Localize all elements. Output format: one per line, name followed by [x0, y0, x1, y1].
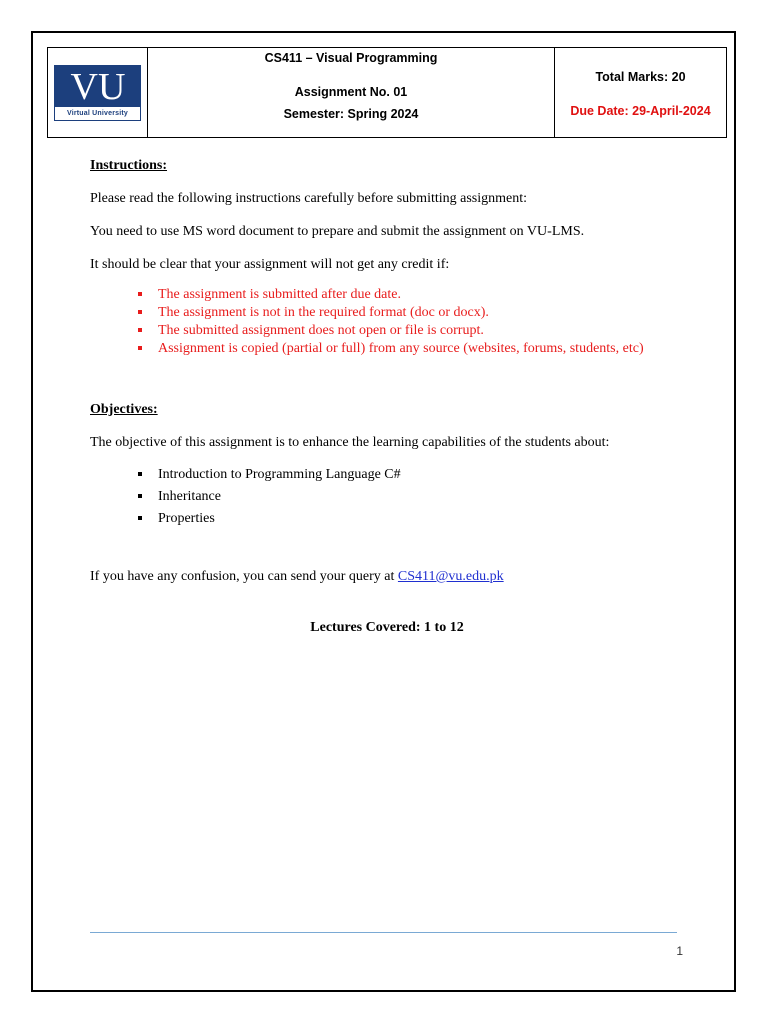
vu-logo [54, 65, 141, 121]
list-item: The assignment is not in the required format (doc or docx). [90, 304, 680, 322]
course-title: CS411 – Visual Programming [264, 51, 438, 65]
bullet-icon [138, 292, 142, 296]
instructions-list [90, 286, 680, 358]
vu-logo-icon [58, 68, 138, 104]
bullet-icon [138, 328, 142, 332]
due-date: Due Date: 29-April-2024 [570, 104, 711, 118]
list-item: Inheritance [90, 486, 680, 508]
objectives-list [90, 464, 680, 530]
list-item: The assignment is submitted after due date. [90, 286, 680, 304]
contact-text: If you have any confusion, you can send your query at [90, 569, 398, 584]
footer-divider [90, 932, 677, 933]
page-number: 1 [676, 944, 683, 958]
instructions-line3: It should be clear that your assignment will not get any credit if: [90, 257, 450, 272]
contact-line [90, 568, 680, 586]
instructions-line1: Please read the following instructions carefully before submitting assignment: [90, 191, 528, 206]
logo-subtext: Virtual University [66, 109, 129, 117]
bullet-icon [138, 516, 142, 520]
list-item: The submitted assignment does not open or file is corrupt. [90, 322, 680, 340]
semester: Semester: Spring 2024 [283, 107, 419, 121]
bullet-icon [138, 494, 142, 498]
logo-cell [48, 48, 148, 138]
list-item: Assignment is copied (partial or full) from any source (websites, forums, students, etc) [90, 340, 680, 358]
instructions-heading: Instructions: [90, 158, 168, 173]
bullet-icon [138, 346, 142, 350]
marks-cell [555, 48, 727, 138]
objectives-intro: The objective of this assignment is to enhance the learning capabilities of the students about: [90, 435, 610, 450]
instructions-line2: You need to use MS word document to prepare and submit the assignment on VU-LMS. [90, 224, 585, 239]
total-marks: Total Marks: 20 [595, 70, 686, 84]
header-table [47, 47, 727, 138]
contact-email-link[interactable]: CS411@vu.edu.pk [397, 569, 504, 584]
objectives-heading: Objectives: [90, 402, 158, 417]
lectures-covered: Lectures Covered: 1 to 12 [310, 620, 464, 635]
document-body [90, 157, 680, 637]
bullet-icon [138, 310, 142, 314]
svg-text:VU: VU [70, 68, 125, 104]
bullet-icon [138, 472, 142, 476]
list-item: Properties [90, 508, 680, 530]
course-info-cell [148, 48, 555, 138]
vu-logo-mark [55, 66, 140, 107]
assignment-number: Assignment No. 01 [294, 85, 408, 99]
list-item: Introduction to Programming Language C# [90, 464, 680, 486]
